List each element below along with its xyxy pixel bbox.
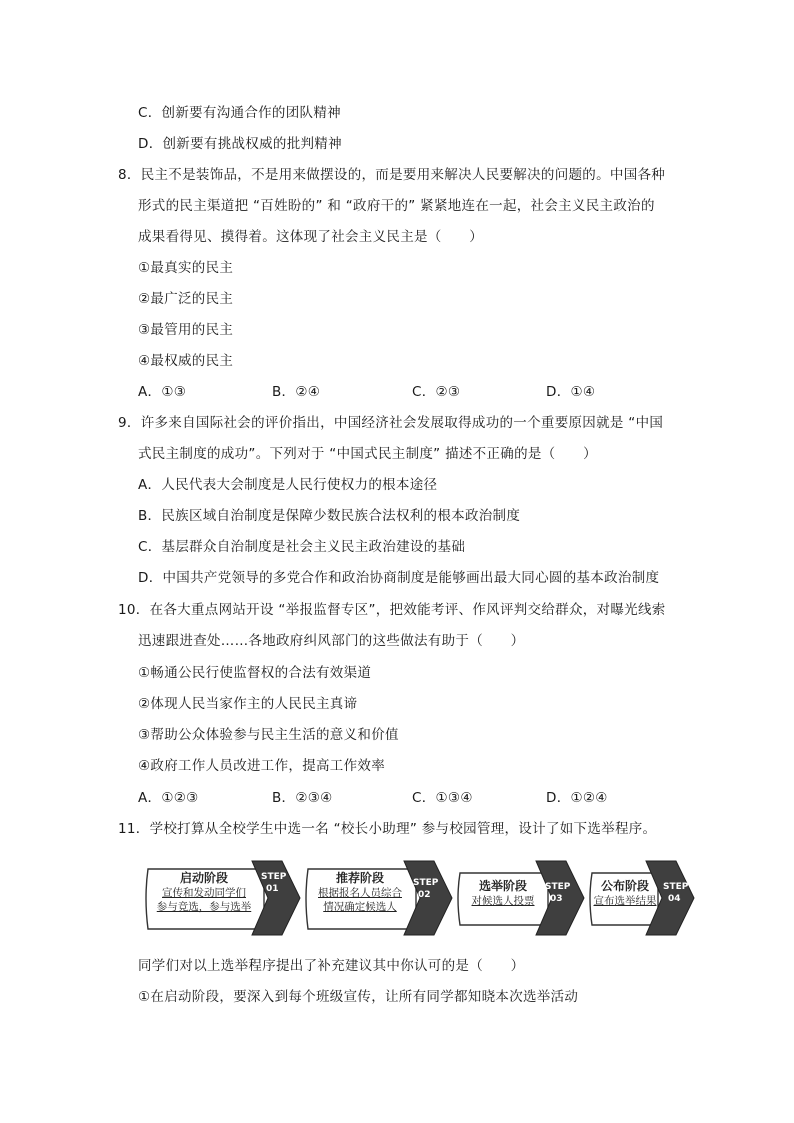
q8-option-b: B．②④ bbox=[272, 384, 321, 400]
step-4-desc-line1: 宣布选举结果 bbox=[593, 895, 657, 907]
step-4-label: STEP bbox=[663, 882, 689, 892]
step-1-text bbox=[144, 871, 264, 914]
q9-stem-line1: 9．许多来自国际社会的评价指出，中国经济社会发展取得成功的一个重要原因就是 “中国 bbox=[118, 415, 664, 431]
q10-item-1: ①畅通公民行使监督权的合法有效渠道 bbox=[138, 665, 372, 681]
step-1-num: 01 bbox=[266, 884, 279, 894]
q10-stem-line2: 迅速跟进查处……各地政府纠风部门的这些做法有助于（ ） bbox=[138, 633, 525, 649]
q9-option-a: A．人民代表大会制度是人民行使权力的根本途径 bbox=[138, 477, 438, 493]
q11-item-1: ①在启动阶段，要深入到每个班级宣传，让所有同学都知晓本次选举活动 bbox=[138, 989, 579, 1005]
step-1-title: 启动阶段 bbox=[179, 871, 228, 885]
q11-stem-line2: 同学们对以上选举程序提出了补充建议其中你认可的是（ ） bbox=[138, 958, 525, 974]
step-3-desc-line1: 对候选人投票 bbox=[471, 895, 535, 907]
q7-option-d: D．创新要有挑战权威的批判精神 bbox=[138, 136, 342, 152]
q8-stem-line2: 形式的民主渠道把 “百姓盼的” 和 “政府干的” 紧紧地连在一起，社会主义民主政治的 bbox=[138, 198, 655, 214]
step-3-text bbox=[458, 879, 548, 908]
step-2-desc-line1: 根据报名人员综合 bbox=[318, 887, 402, 899]
q9-option-b: B．民族区域自治制度是保障少数民族合法权利的根本政治制度 bbox=[138, 508, 521, 524]
election-steps-diagram bbox=[142, 855, 702, 941]
q8-item-3: ③最管用的民主 bbox=[138, 322, 234, 338]
step-4-num: 04 bbox=[668, 894, 681, 904]
step-4-title: 公布阶段 bbox=[600, 879, 649, 893]
step-1-label: STEP bbox=[261, 872, 287, 882]
q10-item-3: ③帮助公众体验参与民主生活的意义和价值 bbox=[138, 727, 399, 743]
q10-item-2: ②体现人民当家作主的人民民主真谛 bbox=[138, 696, 358, 712]
step-2-label: STEP bbox=[413, 878, 439, 888]
q8-stem-line3: 成果看得见、摸得着。这体现了社会主义民主是（ ） bbox=[138, 229, 483, 245]
q10-option-a: A．①②③ bbox=[138, 790, 199, 806]
q10-option-d: D．①②④ bbox=[546, 790, 608, 806]
step-3-label: STEP bbox=[545, 882, 571, 892]
q8-option-a: A．①③ bbox=[138, 384, 187, 400]
step-2-num: 02 bbox=[418, 890, 431, 900]
q10-option-b: B．②③④ bbox=[272, 790, 333, 806]
q8-option-c: C．②③ bbox=[412, 384, 461, 400]
q9-stem-line2: 式民主制度的成功”。下列对于 “中国式民主制度” 描述不正确的是（ ） bbox=[138, 446, 597, 462]
q8-item-2: ②最广泛的民主 bbox=[138, 291, 234, 307]
q10-item-4: ④政府工作人员改进工作，提高工作效率 bbox=[138, 758, 386, 774]
q8-option-d: D．①④ bbox=[546, 384, 596, 400]
q10-option-c: C．①③④ bbox=[412, 790, 473, 806]
q9-option-c: C．基层群众自治制度是社会主义民主政治建设的基础 bbox=[138, 539, 466, 555]
step-2-text bbox=[304, 871, 416, 914]
step-4-text bbox=[590, 879, 660, 908]
step-1-desc-line2: 参与竞选，参与选举 bbox=[156, 901, 252, 913]
step-2-desc-line2: 情况确定候选人 bbox=[323, 901, 397, 913]
step-3-title: 选举阶段 bbox=[478, 879, 527, 893]
q8-stem-line1: 8．民主不是装饰品，不是用来做摆设的，而是要用来解决人民要解决的问题的。中国各种 bbox=[118, 167, 666, 183]
q10-stem-line1: 10．在各大重点网站开设 “举报监督专区”，把效能考评、作风评判交给群众，对曝光线索 bbox=[118, 602, 666, 618]
q8-item-1: ①最真实的民主 bbox=[138, 260, 234, 276]
q9-option-d: D．中国共产党领导的多党合作和政治协商制度是能够画出最大同心圆的基本政治制度 bbox=[138, 570, 660, 586]
step-3-num: 03 bbox=[550, 894, 563, 904]
step-2-title: 推荐阶段 bbox=[335, 871, 384, 885]
q7-option-c: C．创新要有沟通合作的团队精神 bbox=[138, 105, 341, 121]
q8-item-4: ④最权威的民主 bbox=[138, 353, 234, 369]
step-1-desc-line1: 宣传和发动同学们 bbox=[162, 887, 246, 899]
q11-stem-line1: 11．学校打算从全校学生中选一名 “校长小助理” 参与校园管理，设计了如下选举程序。 bbox=[118, 821, 657, 837]
